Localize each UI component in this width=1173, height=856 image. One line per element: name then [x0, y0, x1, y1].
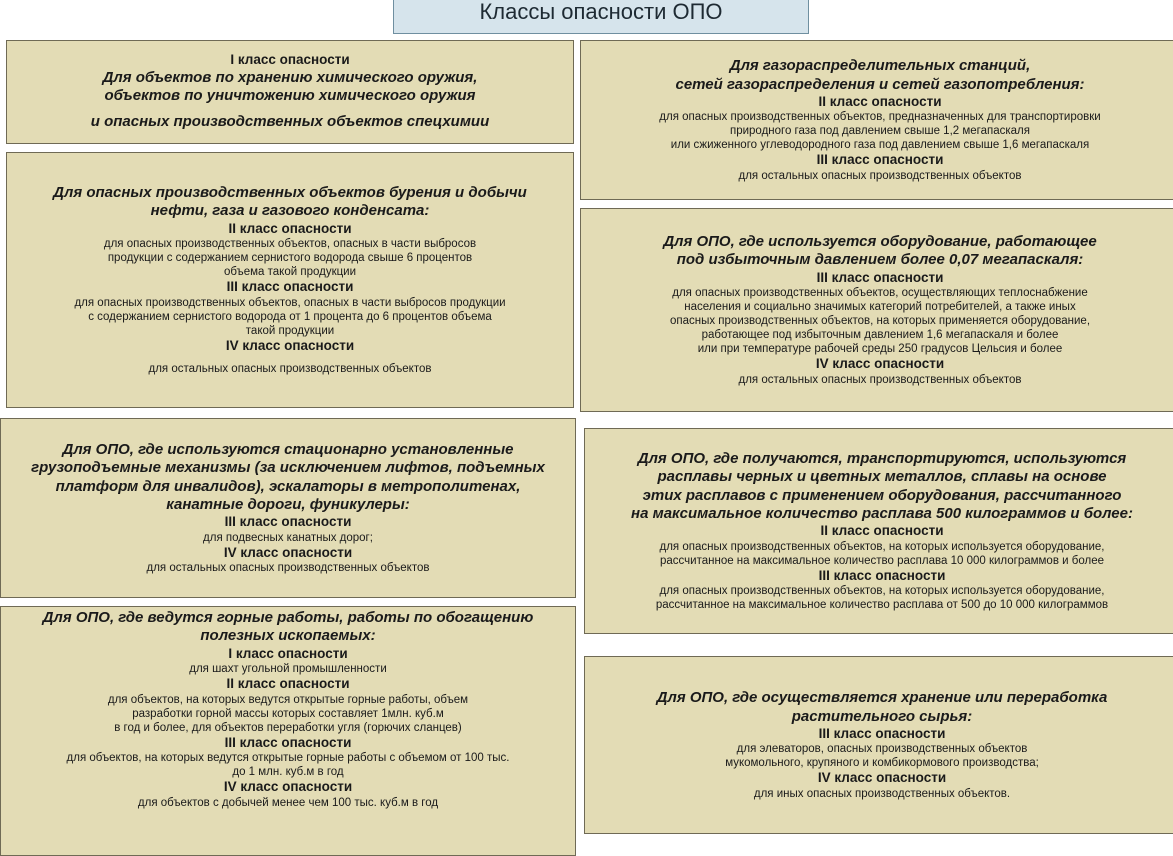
- card-heading-line: сетей газораспределения и сетей газопотребления:: [675, 75, 1085, 93]
- hazard-class-label: III класс опасности: [224, 734, 352, 750]
- hazard-class-label: I класс опасности: [228, 645, 348, 661]
- card-heading-line: платформ для инвалидов), эскалаторы в метрополитенах,: [55, 477, 521, 495]
- card-text-line: для остальных опасных производственных объектов: [738, 169, 1022, 182]
- card-text-line: для остальных опасных производственных объектов: [146, 562, 430, 575]
- page-title: [393, 0, 809, 34]
- hazard-class-label: II класс опасности: [818, 93, 942, 109]
- hazard-class-label: IV класс опасности: [223, 544, 353, 560]
- card-heading-line: под избыточным давлением более 0,07 мегапаскаля:: [676, 251, 1084, 269]
- card-oil-gas-drilling: [6, 152, 574, 408]
- card-gas-distribution: [580, 40, 1173, 200]
- card-heading-line: Для объектов по хранению химического оружия,: [102, 68, 478, 86]
- card-text-line: для опасных производственных объектов, на которых используется оборудование,: [659, 540, 1105, 553]
- card-text-line: или сжиженного углеводородного газа под давлением свыше 1,6 мегапаскаля: [670, 139, 1090, 152]
- card-text-line: с содержанием сернистого водорода от 1 процента до 6 процентов объема: [88, 310, 492, 323]
- card-text-line: опасных производственных объектов, на которых применяется оборудование,: [669, 315, 1091, 328]
- card-text-line: для опасных производственных объектов, предназначенных для транспортировки: [659, 111, 1101, 124]
- card-heading-line: объектов по уничтожению химического оружия: [104, 87, 476, 105]
- hazard-class-label: IV класс опасности: [223, 779, 353, 795]
- card-text-line: для опасных производственных объектов, осуществляющих теплоснабжение: [672, 287, 1088, 300]
- card-text-line: до 1 млн. куб.м в год: [232, 766, 344, 779]
- card-text-line: для объектов с добычей менее чем 100 тыс. куб.м в год: [137, 796, 439, 809]
- card-text-line: для опасных производственных объектов, опасных в части выбросов продукции: [74, 296, 506, 309]
- card-heading-line: Для ОПО, где получаются, транспортируются, используются: [637, 449, 1127, 467]
- hazard-class-label: III класс опасности: [224, 514, 352, 530]
- card-lifting-mechanisms: [0, 418, 576, 598]
- card-text-line: в год и более, для объектов переработки угля (горючих сланцев): [114, 721, 462, 734]
- card-text-line: для иных опасных производственных объектов.: [753, 787, 1011, 800]
- card-heading-line: Для опасных производственных объектов бурения и добычи: [53, 183, 527, 201]
- card-heading-line: Для ОПО, где ведутся горные работы, работы по обогащению: [42, 609, 534, 626]
- page-title-text: Классы опасности ОПО: [479, 0, 723, 24]
- hazard-class-label: III класс опасности: [816, 152, 944, 168]
- hazard-class-label: III класс опасности: [818, 567, 946, 583]
- hazard-class-label: III класс опасности: [226, 279, 354, 295]
- card-text-line: для остальных опасных производственных объектов: [148, 363, 432, 376]
- card-text-line: такой продукции: [245, 324, 335, 337]
- card-text-line: продукции с содержанием сернистого водорода свыше 6 процентов: [107, 252, 473, 265]
- card-text-line: природного газа под давлением свыше 1,2 мегапаскаля: [729, 125, 1030, 138]
- hazard-class-label: II класс опасности: [226, 676, 350, 692]
- card-text-line: работающее под избыточным давлением 1,6 мегапаскаля и более: [701, 329, 1059, 342]
- card-heading-line: нефти, газа и газового конденсата:: [150, 202, 430, 220]
- hazard-class-label: IV класс опасности: [817, 770, 947, 786]
- card-molten-metals: [584, 428, 1173, 634]
- hazard-class-label: I класс опасности: [230, 52, 350, 68]
- card-text-line: или при температуре рабочей среды 250 градусов Цельсия и более: [697, 343, 1063, 356]
- card-heading-line: канатные дороги, фуникулеры:: [166, 495, 410, 513]
- card-text-line: для остальных опасных производственных объектов: [738, 373, 1022, 386]
- card-heading-line: полезных ископаемых:: [200, 627, 376, 645]
- card-text-line: мукомольного, крупяного и комбикормового производства;: [725, 757, 1039, 770]
- card-plant-raw-materials: [584, 656, 1173, 834]
- card-heading-line: и опасных производственных объектов спецхимии: [90, 113, 490, 131]
- card-text-line: для опасных производственных объектов, опасных в части выбросов: [103, 238, 477, 250]
- hazard-class-label: II класс опасности: [228, 220, 352, 236]
- card-heading-line: расплавы черных и цветных металлов, сплавы на основе: [657, 468, 1107, 486]
- card-heading-line: Для ОПО, где используется оборудование, работающее: [663, 233, 1097, 251]
- card-text-line: для опасных производственных объектов, на которых используется оборудование,: [659, 585, 1105, 598]
- card-heading-line: Для ОПО, где используются стационарно установленные: [62, 440, 514, 458]
- hazard-class-label: IV класс опасности: [815, 356, 945, 372]
- card-text-line: для шахт угольной промышленности: [189, 663, 387, 676]
- card-text-line: объема такой продукции: [223, 266, 357, 279]
- card-heading-line: грузоподъемные механизмы (за исключением лифтов, подъемных: [31, 459, 545, 477]
- card-heading-line: растительного сырья:: [791, 707, 973, 725]
- card-heading-line: на максимальное количество расплава 500 килограммов и более:: [631, 504, 1133, 522]
- card-text-line: для подвесных канатных дорог;: [203, 531, 373, 544]
- card-chemical-weapons: [6, 40, 574, 144]
- hazard-class-label: IV класс опасности: [225, 337, 355, 353]
- hazard-class-label: III класс опасности: [818, 725, 946, 741]
- card-text-line: рассчитанное на максимальное количество расплава от 500 до 10 000 килограммов: [655, 599, 1109, 612]
- card-text-line: рассчитанное на максимальное количество расплава 10 000 килограммов и более: [660, 554, 1104, 567]
- card-pressure-equipment: [580, 208, 1173, 412]
- card-heading-line: Для ОПО, где осуществляется хранение или переработка: [656, 689, 1108, 707]
- card-text-line: для объектов, на которых ведутся открытые горные работы, объем: [107, 693, 469, 706]
- hazard-class-label: III класс опасности: [816, 269, 944, 285]
- card-text-line: для объектов, на которых ведутся открытые горные работы с объемом от 100 тыс.: [66, 752, 510, 765]
- card-text-line: населения и социально значимых категорий потребителей, а также иных: [684, 301, 1076, 314]
- card-heading-line: Для газораспределительных станций,: [729, 57, 1031, 75]
- card-text-line: для элеваторов, опасных производственных объектов: [736, 743, 1028, 756]
- card-heading-line: этих расплавов с применением оборудования, рассчитанного: [642, 486, 1122, 504]
- card-text-line: разработки горной массы которых составляет 1млн. куб.м: [132, 707, 444, 720]
- hazard-class-label: II класс опасности: [820, 523, 944, 539]
- card-mining: [0, 606, 576, 856]
